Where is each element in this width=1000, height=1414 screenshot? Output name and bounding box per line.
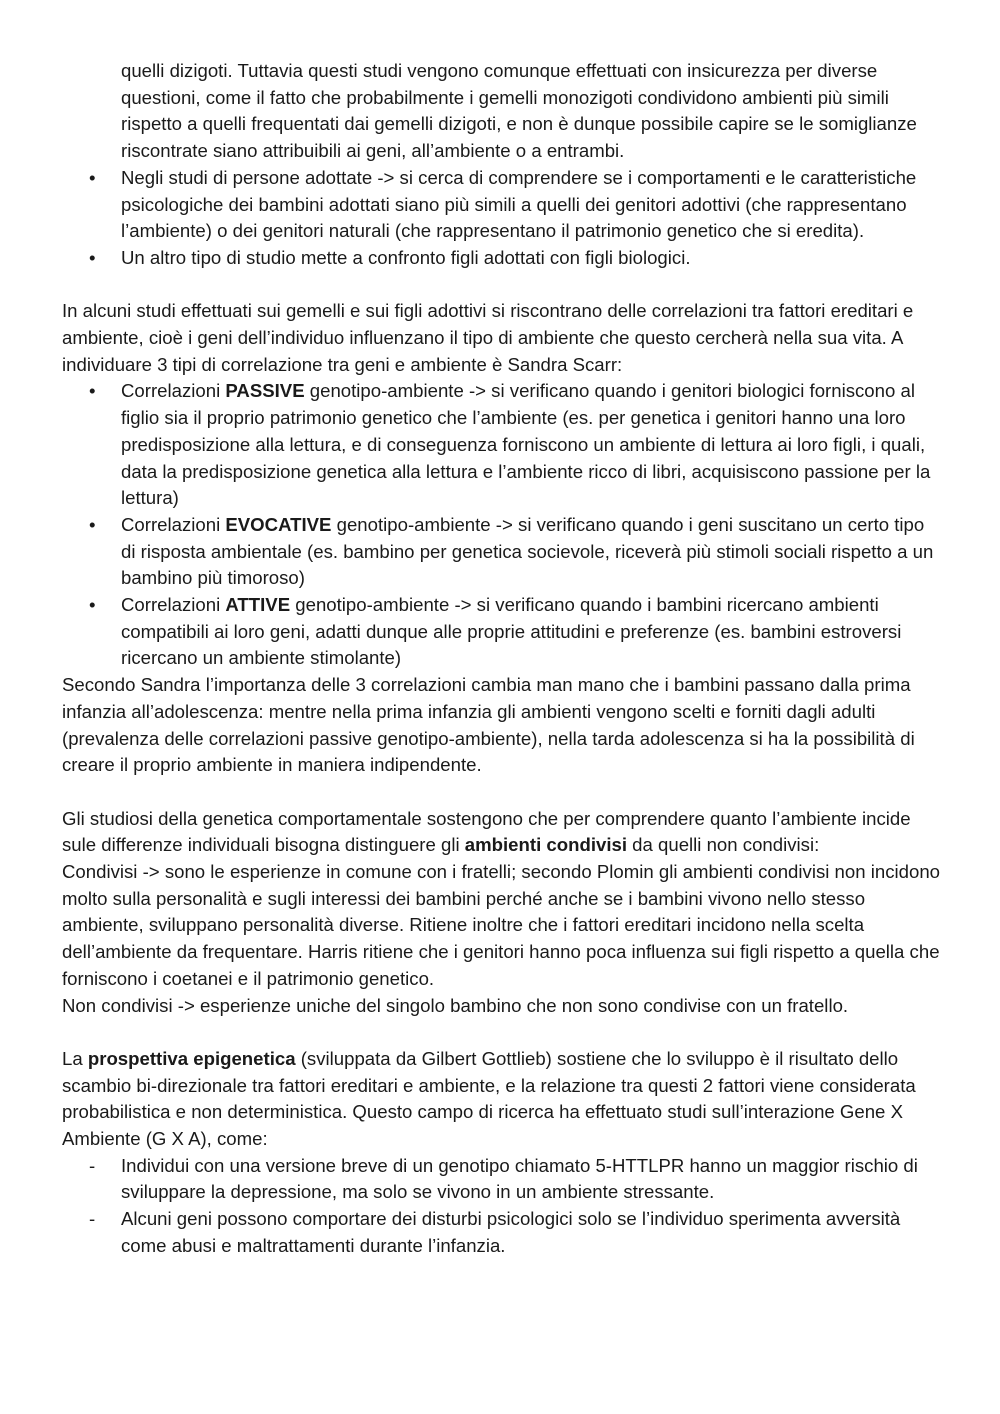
- list-item-text: Alcuni geni possono comportare dei disturbi psicologici solo se l’individuo sperimenta avversità come abusi e maltrattamenti durante l’infanzia.: [121, 1208, 901, 1256]
- correlation-type: PASSIVE: [225, 380, 305, 402]
- dash-marker: -: [89, 1154, 96, 1176]
- epigenetics-post: (sviluppata da Gilbert Gottlieb) sostiene che lo sviluppo è il risultato dello scambio bi-direzionale tra fattori ereditari e ambiente, e la relazione tra questi 2 fattori viene considerata probabilistica e non deterministica. Questo campo di ricerca ha effettuato studi sull’interazione Gene X Ambiente (G X A), come:: [62, 1047, 916, 1150]
- shared-environment-paragraph: Condivisi -> sono le esperienze in comune con i fratelli; secondo Plomin gli ambienti condivisi non incidono molto sulla personalità e sugli interessi dei bambini perché anche se i bambini vivono nello stesso ambiente, sviluppano personalità diverse. Ritiene inoltre che i fattori ereditari incidono nella scelta dell’ambiente da frequentare. Harris ritiene che i genitori hanno poca influenza sui figli rispetto a quella che forniscono i coetanei e il patrimonio genetico.: [62, 861, 941, 989]
- environments-intro-bold: ambienti condivisi: [464, 834, 627, 856]
- correlation-item-evocative: [62, 512, 942, 592]
- correlation-item-passive: [62, 378, 942, 512]
- document-page: [62, 58, 942, 1260]
- list-item-text: Un altro tipo di studio mette a confronto figli adottati con figli biologici.: [121, 246, 691, 268]
- correlation-prefix: Correlazioni: [121, 594, 226, 616]
- bullet-marker: •: [89, 513, 96, 535]
- non-shared-environment-paragraph: Non condivisi -> esperienze uniche del singolo bambino che non sono condivise con un fratello.: [62, 994, 849, 1016]
- study-bullet-list: [62, 165, 942, 272]
- list-item: [62, 165, 942, 245]
- bullet-marker: •: [89, 594, 96, 616]
- bullet-marker: •: [89, 246, 96, 268]
- list-item-text: Negli studi di persone adottate -> si cerca di comprendere se i comportamenti e le caratteristiche psicologiche dei bambini adottati siano più simili a quelli dei genitori adottivi (che rappresentano l’ambiente) o dei genitori naturali (che rappresentano il patrimonio genetico che si eredita).: [121, 166, 917, 242]
- correlation-description: genotipo-ambiente -> si verificano quando i bambini ricercano ambienti compatibili ai loro geni, adatti dunque alle proprie attitudini e preferenze (es. bambini estroversi ricercano un ambiente stimolante): [121, 594, 902, 669]
- list-item: [62, 1206, 942, 1259]
- list-item: [62, 245, 942, 272]
- environments-intro-post: da quelli non condivisi:: [627, 834, 820, 856]
- epigenetics-bold: prospettiva epigenetica: [87, 1047, 296, 1069]
- correlation-type: EVOCATIVE: [225, 513, 332, 535]
- intro-continuation: quelli dizigoti. Tuttavia questi studi vengono comunque effettuati con insicurezza per diverse questioni, come il fatto che probabilmente i gemelli monozigoti condividono ambienti più simili rispetto a quelli frequentati dai gemelli dizigoti, e non è dunque possibile capire se le somiglianze riscontrate siano attribuibili ai geni, all’ambiente o a entrambi.: [121, 60, 917, 162]
- list-item: [62, 1153, 942, 1206]
- list-item-text: Individui con una versione breve di un genotipo chiamato 5-HTTLPR hanno un maggior rischio di sviluppare la depressione, ma solo se vivono in un ambiente stressante.: [121, 1154, 918, 1203]
- correlation-type: ATTIVE: [225, 594, 291, 616]
- gxa-example-list: [62, 1153, 942, 1260]
- environments-intro-pre: Gli studiosi della genetica comportamentale sostengono che per comprendere quanto l’ambiente incide sule differenze individuali bisogna distinguere gli: [62, 807, 911, 856]
- epigenetics-pre: La: [62, 1047, 88, 1069]
- dash-marker: -: [89, 1208, 96, 1230]
- correlation-list: [62, 378, 942, 672]
- bullet-marker: •: [89, 166, 96, 188]
- scarr-intro-paragraph: In alcuni studi effettuati sui gemelli e sui figli adottivi si riscontrano delle correlazioni tra fattori ereditari e ambiente, cioè i geni dell’individuo influenzano il tipo di ambiente che questo cercherà nella sua vita. A individuare 3 tipi di correlazione tra geni e ambiente è Sandra Scarr:: [62, 300, 914, 375]
- correlation-item-active: [62, 592, 942, 672]
- paragraph-gap: [62, 1019, 942, 1046]
- paragraph-gap: [62, 272, 942, 299]
- epigenetics-paragraph: [62, 1046, 942, 1153]
- correlation-prefix: Correlazioni: [121, 513, 226, 535]
- correlation-description: genotipo-ambiente -> si verificano quando i geni suscitano un certo tipo di risposta ambientale (es. bambino per genetica socievole, riceverà più stimoli sociali rispetto a un bambino più timoroso): [121, 513, 934, 589]
- bullet-marker: •: [89, 380, 96, 402]
- scarr-conclusion-paragraph: Secondo Sandra l’importanza delle 3 correlazioni cambia man mano che i bambini passano dalla prima infanzia all’adolescenza: mentre nella prima infanzia gli ambienti vengono scelti e forniti dagli adulti (prevalenza delle correlazioni passive genotipo-ambiente), nella tarda adolescenza si ha la possibilità di creare il proprio ambiente in maniera indipendente.: [62, 674, 915, 776]
- environments-intro-paragraph: [62, 806, 942, 859]
- correlation-description: genotipo-ambiente -> si verificano quando i genitori biologici forniscono al figlio sia il proprio patrimonio genetico che l’ambiente (es. per genetica i genitori hanno una loro predisposizione alla lettura, e di conseguenza forniscono un ambiente di lettura ai loro figli, i quali, data la predisposizione genetica alla lettura e l’ambiente ricco di libri, acquisiscono passione per la lettura): [121, 380, 931, 509]
- paragraph-gap: [62, 779, 942, 806]
- correlation-prefix: Correlazioni: [121, 380, 226, 402]
